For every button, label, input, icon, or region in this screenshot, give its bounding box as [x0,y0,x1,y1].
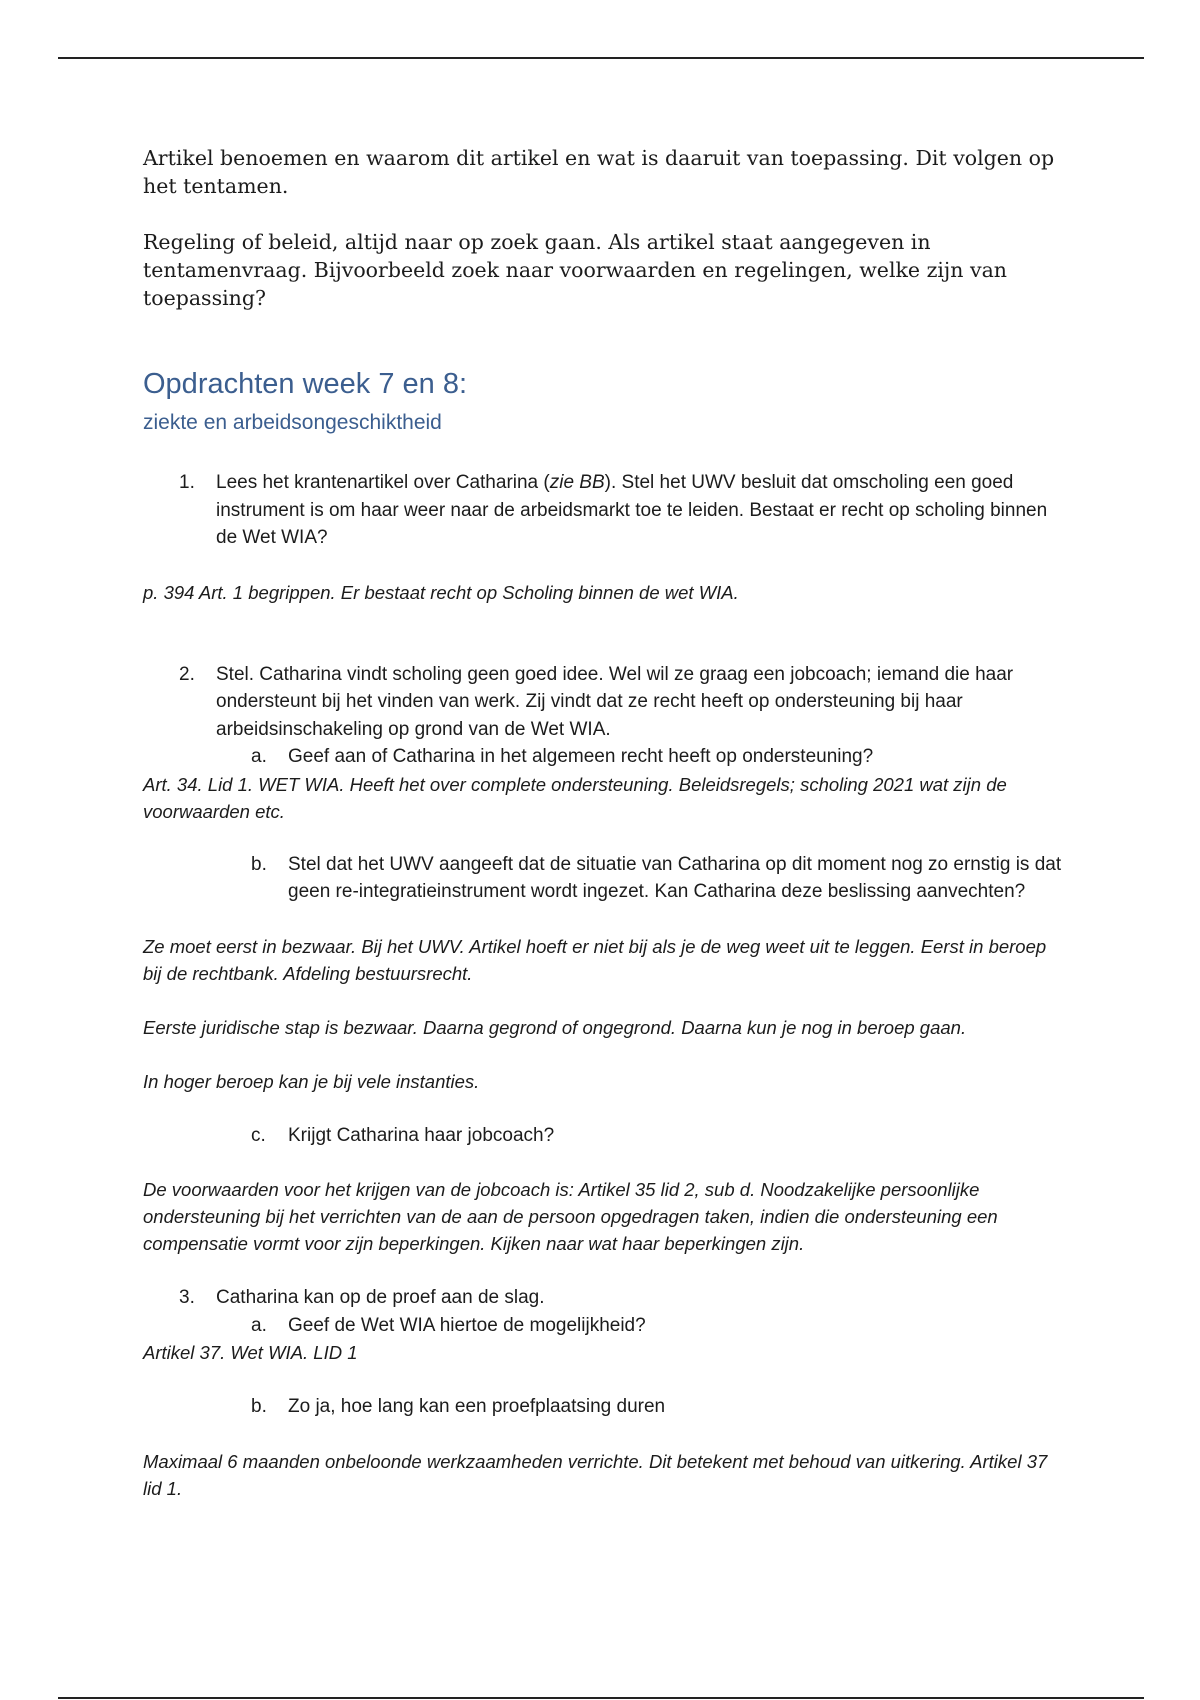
question-text-em: zie BB [549,472,605,493]
question-text: Catharina kan op de proef aan de slag. [216,1287,545,1308]
section-subtitle: ziekte en arbeidsongeschiktheid [143,411,442,434]
question-text: Stel. Catharina vindt scholing geen goed idee. Wel wil ze graag een jobcoach; iemand die haar ondersteunt bij het vinden van werk. Zij vindt dat ze recht heeft op ondersteuning bij haar arbeidsinschakeling op grond van de Wet WIA. [216,663,1014,740]
question-3 [143,1284,1063,1312]
footer-rule [58,1697,1144,1699]
question-number: 3. [179,1287,195,1308]
sub-text: Geef aan of Catharina in het algemeen recht heeft op ondersteuning? [288,746,874,767]
answer-2c: De voorwaarden voor het krijgen van de jobcoach is: Artikel 35 lid 2, sub d. Noodzakelijke persoonlijke ondersteuning bij het verrichten van de aan de persoon opgedragen taken, indien die ondersteuning een compensatie vormt voor zijn beperkingen. Kijken naar wat haar beperkingen zijn. [143,1179,998,1254]
question-text-pre: Lees het krantenartikel over Catharina ( [216,472,550,493]
sub-text: Krijgt Catharina haar jobcoach? [288,1124,555,1146]
header-rule [58,57,1144,59]
sub-text: Geef de Wet WIA hiertoe de mogelijkheid? [288,1314,646,1336]
sub-text: Zo ja, hoe lang kan een proefplaatsing duren [288,1396,666,1417]
question-text-post: ). Stel het UWV besluit dat omscholing een goed instrument is om haar weer naar de arbeidsmarkt toe te leiden. Bestaat er recht op scholing binnen de Wet WIA? [216,472,1048,548]
answer-2b-1: Ze moet eerst in bezwaar. Bij het UWV. Artikel hoeft er niet bij als je de weg weet uit te leggen. Eerst in beroep bij de rechtbank. Afdeling bestuursrecht. [143,935,1047,984]
answer-2b-3: In hoger beroep kan je bij vele instanties. [143,1070,480,1092]
section-title: Opdrachten week 7 en 8: [143,368,468,400]
sub-letter: b. [251,1396,267,1417]
answer-2b-2: Eerste juridische stap is bezwaar. Daarna gegrond of ongegrond. Daarna kun je nog in beroep gaan. [143,1016,967,1038]
sub-letter: b. [251,853,267,875]
question-2 [143,661,1063,744]
sub-letter: a. [251,1314,267,1336]
document-body [143,144,1063,1502]
intro-paragraph-1: Artikel benoemen en waarom dit artikel en wat is daaruit van toepassing. Dit volgen op het tentamen. [143,146,1055,198]
answer-1: p. 394 Art. 1 begrippen. Er bestaat recht op Scholing binnen de wet WIA. [143,581,739,603]
answer-3b: Maximaal 6 maanden onbeloonde werkzaamheden verrichte. Dit betekent met behoud van uitkering. Artikel 37 lid 1. [143,1450,1048,1499]
answer-3a: Artikel 37. Wet WIA. LID 1 [143,1342,358,1363]
intro-paragraph-2: Regeling of beleid, altijd naar op zoek gaan. Als artikel staat aangegeven in tentamenvraag. Bijvoorbeeld zoek naar voorwaarden en regelingen, welke zijn van toepassing? [143,230,1008,310]
sub-letter: a. [251,746,267,767]
question-2b [143,851,1063,906]
sub-text: Stel dat het UWV aangeeft dat de situatie van Catharina op dit moment nog zo ernstig is dat geen re-integratieinstrument wordt ingezet. Kan Catharina deze beslissing aanvechten? [288,853,1062,902]
question-3a [143,1312,1063,1340]
question-3b [143,1393,1063,1421]
question-1 [143,469,1063,552]
question-2a [143,743,1063,771]
answer-2a: Art. 34. Lid 1. WET WIA. Heeft het over complete ondersteuning. Beleidsregels; scholing 2021 wat zijn de voorwaarden etc. [143,773,1007,822]
question-2c [143,1122,1063,1150]
sub-letter: c. [251,1124,266,1146]
question-number: 2. [179,663,195,685]
question-number: 1. [179,472,195,493]
